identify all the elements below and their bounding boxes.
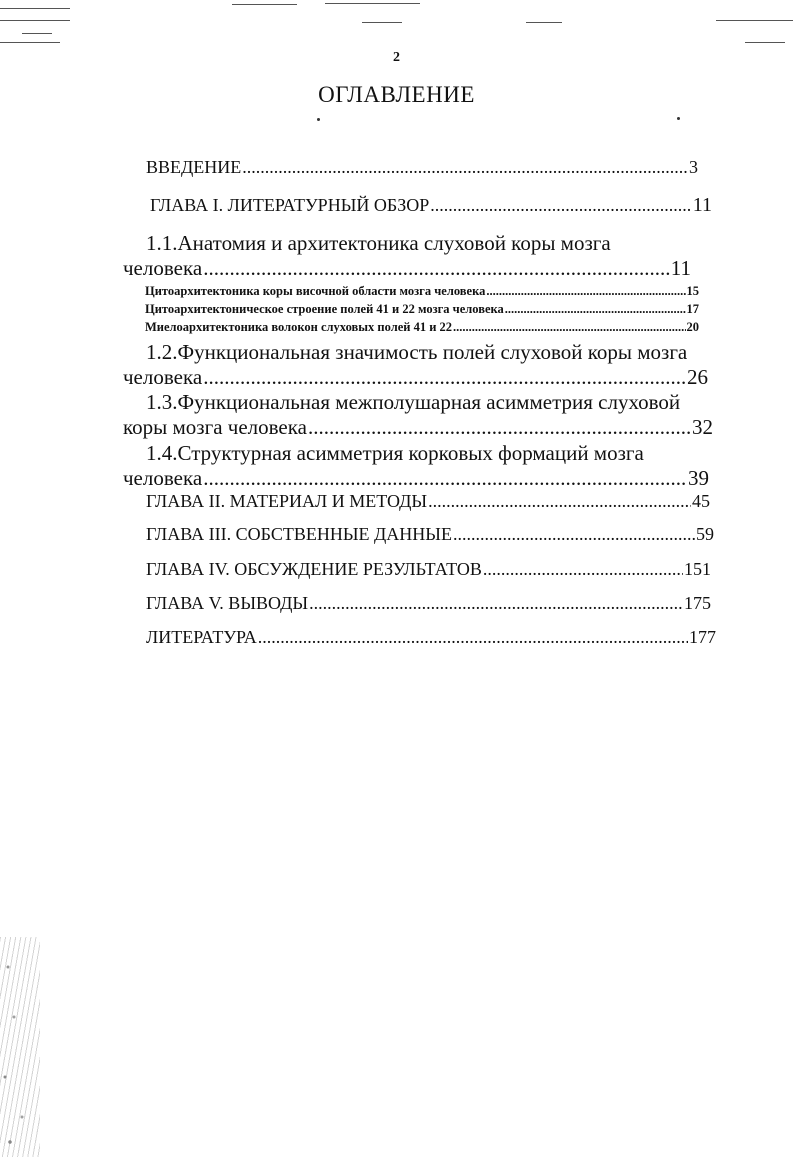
- dot-leader: [309, 593, 683, 614]
- toc-subsection-myeloarchitectonics: [145, 320, 699, 335]
- toc-entry-label: ЛИТЕРАТУРА: [146, 627, 257, 647]
- scan-artifact-line: [0, 42, 60, 43]
- scan-artifact-line: [232, 4, 297, 5]
- toc-entry-chapter-3: [146, 524, 714, 545]
- scan-artifact-line: [0, 8, 70, 9]
- toc-entry-label: человека: [123, 365, 203, 389]
- dot-leader: [258, 627, 688, 648]
- toc-entry-chapter-2: [146, 491, 710, 512]
- toc-section-1-4: [123, 466, 709, 491]
- dot-leader: [453, 524, 695, 545]
- toc-entry-label: ВВЕДЕНИЕ: [146, 157, 242, 177]
- scan-artifact-line: [22, 33, 52, 34]
- toc-entry-label: ГЛАВА V. ВЫВОДЫ: [146, 593, 309, 613]
- scan-artifact-line: [0, 20, 70, 21]
- toc-page-number: 177: [689, 627, 716, 647]
- scan-artifact-line: [526, 22, 562, 23]
- dot-leader: [486, 284, 685, 299]
- dot-leader: [428, 491, 691, 512]
- toc-section-1-1-line1: 1.1.Анатомия и архитектоника слуховой коры мозга: [146, 231, 611, 255]
- toc-page-number: 39: [688, 466, 709, 490]
- toc-section-1-3-line1: 1.3.Функциональная межполушарная асимметрия слуховой: [146, 390, 681, 414]
- toc-page-number: 175: [684, 593, 711, 613]
- toc-section-1-4-line1: 1.4.Структурная асимметрия корковых формаций мозга: [146, 441, 644, 465]
- page-title: ОГЛАВЛЕНИЕ: [318, 82, 475, 107]
- page-number: 2: [393, 50, 400, 65]
- toc-entry-chapter-1: [150, 194, 712, 217]
- toc-page-number: 26: [687, 365, 708, 389]
- toc-page-number: 45: [692, 491, 710, 511]
- toc-entry-literature: [146, 627, 716, 648]
- toc-page-number: 17: [686, 302, 699, 316]
- toc-entry-chapter-5: [146, 593, 711, 614]
- toc-page-number: 32: [692, 415, 713, 439]
- scan-edge-noise: [0, 937, 40, 1157]
- toc-entry-label: коры мозга человека: [123, 415, 307, 439]
- scan-artifact-line: [362, 22, 402, 23]
- toc-page-number: 3: [689, 157, 698, 177]
- toc-page-number: 11: [692, 194, 712, 216]
- dot-leader: [430, 195, 691, 216]
- toc-page-number: 15: [686, 284, 699, 298]
- toc-entry-label: ГЛАВА I. ЛИТЕРАТУРНЫЙ ОБЗОР: [150, 195, 430, 215]
- toc-subsection-fields-structure: [145, 302, 699, 317]
- toc-section-1-2-line1: 1.2.Функциональная значимость полей слуховой коры мозга: [146, 340, 688, 364]
- toc-subsection-cytoarchitectonics: [145, 284, 699, 299]
- scan-artifact-line: [745, 42, 785, 43]
- toc-entry-intro: [146, 157, 698, 178]
- toc-entry-chapter-4: [146, 559, 711, 580]
- toc-section-1-3: [123, 415, 713, 440]
- toc-entry-label: человека: [123, 256, 203, 280]
- toc-entry-label: ГЛАВА IV. ОБСУЖДЕНИЕ РЕЗУЛЬТАТОВ: [146, 559, 482, 579]
- dot-leader: [203, 365, 686, 390]
- scan-artifact-line: [716, 20, 793, 21]
- dot-leader: [308, 415, 691, 440]
- dot-leader: [505, 302, 686, 317]
- scan-speck: [677, 117, 680, 120]
- toc-entry-label: Цитоархитектоника коры височной области мозга человека: [145, 284, 486, 298]
- toc-entry-label: Миелоархитектоника волокон слуховых полей 41 и 22: [145, 320, 453, 334]
- toc-entry-label: ГЛАВА III. СОБСТВЕННЫЕ ДАННЫЕ: [146, 524, 452, 544]
- dot-leader: [242, 157, 688, 178]
- dot-leader: [203, 466, 687, 491]
- dot-leader: [453, 320, 685, 335]
- toc-page-number: 59: [696, 524, 714, 544]
- scan-speck: [317, 118, 320, 121]
- toc-entry-label: человека: [123, 466, 203, 490]
- toc-page-number: 20: [686, 320, 699, 334]
- dot-leader: [483, 559, 683, 580]
- dot-leader: [203, 256, 670, 281]
- toc-entry-label: Цитоархитектоническое строение полей 41 и 22 мозга человека: [145, 302, 504, 316]
- toc-section-1-2: [123, 365, 708, 390]
- toc-entry-label: ГЛАВА II. МАТЕРИАЛ И МЕТОДЫ: [146, 491, 428, 511]
- toc-page-number: 151: [684, 559, 711, 579]
- toc-section-1-1: [123, 256, 691, 281]
- scan-artifact-line: [325, 3, 420, 4]
- toc-page-number: 11: [670, 256, 691, 280]
